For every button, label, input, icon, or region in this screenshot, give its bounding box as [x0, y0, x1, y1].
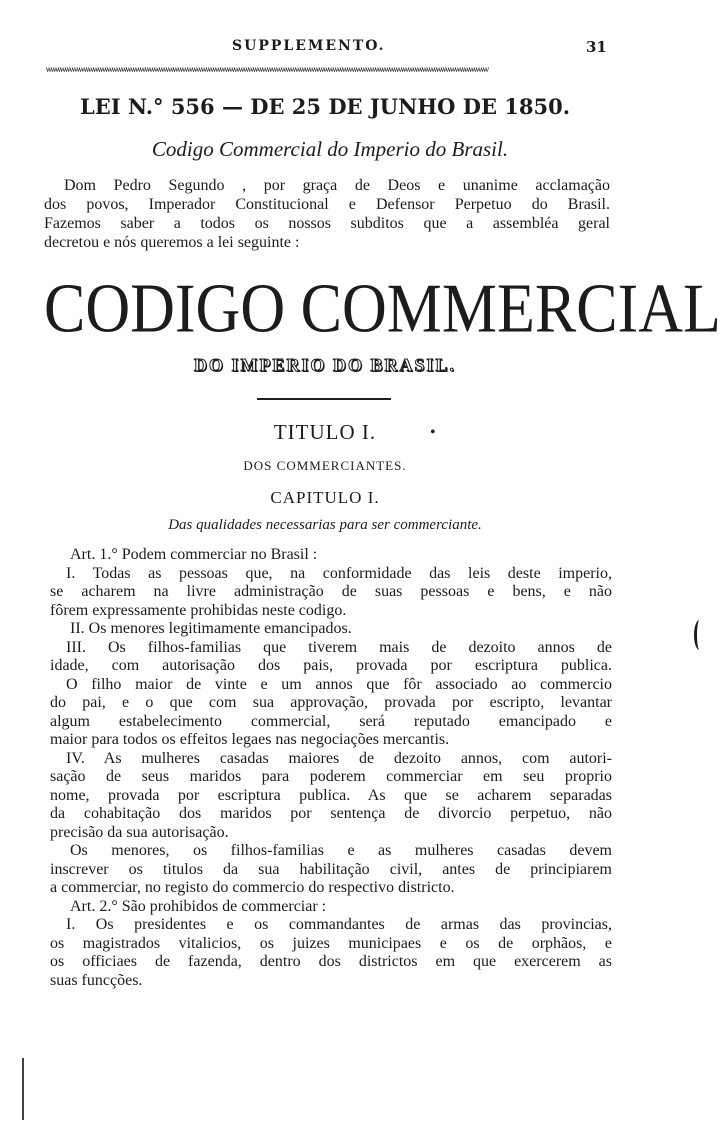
text-line: Art. 1.° Podem commerciar no Brasil :	[70, 546, 318, 563]
text-line: se acharem na livre administração de suas pessoas e bens, e não	[50, 583, 612, 600]
text-line: precisão da sua autorisação.	[50, 823, 229, 841]
text-line: os officiaes de fazenda, dentro dos districtos em que exercerem as	[50, 953, 612, 970]
text-line: Os menores, os filhos-familias e as mulheres casadas devem	[70, 842, 612, 859]
text-line: inscrever os titulos da sua habilitação civil, antes de principiarem	[50, 860, 612, 878]
text-line: os magistrados vitalicios, os juizes municipaes e os de orphãos, e	[50, 934, 612, 952]
margin-bracket-mark	[694, 620, 705, 650]
law-title: LEI N.° 556 — DE 25 DE JUNHO DE 1850.	[79, 94, 571, 119]
code-title: CODIGO COMMERCIAL	[44, 271, 721, 348]
preamble-line: dos povos, Imperador Constitucional e Defensor Perpetuo do Brasil.	[44, 196, 610, 213]
text-line: O filho maior de vinte e um annos que fôr associado ao commercio	[66, 675, 612, 693]
text-line: fôrem expressamente prohibidas neste codigo.	[50, 601, 347, 619]
code-subtitle: DO IMPERIO DO BRASIL.	[193, 355, 457, 375]
section-title: SUPPLEMENTO.	[232, 38, 386, 54]
capitulo-heading: CAPITULO I.	[270, 488, 380, 507]
text-line: nome, provada por escriptura publica. As que se acharem separadas	[50, 786, 612, 804]
text-line: Art. 2.° São prohibidos de commerciar :	[70, 897, 327, 915]
titulo-subheading: DOS COMMERCIANTES.	[243, 458, 407, 473]
text-line: maior para todos os effeitos legaes nas negociações mercantis.	[50, 731, 450, 748]
stray-mark: •	[430, 424, 436, 441]
preamble-line: decretou e nós queremos a lei seguinte :	[44, 234, 300, 251]
text-line: a commerciar, no registo do commercio do respectivo districto.	[50, 879, 455, 896]
text-line: IV. As mulheres casadas maiores de dezoito annos, com autori-	[66, 749, 612, 767]
text-line: II. Os menores legitimamente emancipados.	[70, 620, 352, 637]
text-line: sação de seus maridos para poderem commerciar em seu proprio	[50, 768, 612, 785]
text-line: I. Todas as pessoas que, na conformidade das leis deste imperio,	[66, 564, 612, 582]
text-line: idade, com autorisação dos pais, provada por escriptura publica.	[50, 657, 612, 674]
text-line: do pai, e o que com sua approvação, provada por escripto, levantar	[50, 694, 612, 711]
capitulo-subheading: Das qualidades necessarias para ser commerciante.	[168, 517, 482, 533]
body-text	[50, 546, 612, 990]
titulo-heading: TITULO I.	[273, 420, 377, 444]
law-subtitle: Codigo Commercial do Imperio do Brasil.	[151, 137, 509, 161]
text-line: algum estabelecimento commercial, será reputado emancipado e	[50, 712, 612, 730]
section-divider	[257, 398, 391, 400]
running-header	[0, 38, 725, 58]
page-number: 31	[586, 38, 607, 56]
text-line: suas funcções.	[50, 971, 143, 989]
text-line: da cohabitação dos maridos por sentença de divorcio perpetuo, não	[50, 805, 612, 822]
ornamental-rule: ѡѡѡѡѡѡѡѡѡѡѡѡѡѡѡѡѡѡѡѡѡѡѡѡѡѡѡѡѡѡѡѡѡѡѡѡѡѡѡѡѡѡѡѡѡѡѡѡѡѡѡѡѡѡѡѡѡѡѡѡѡѡѡѡѡѡѡѡѡѡѡѡѡѡѡѡѡѡѡѡѡѡѡѡѡѡѡѡѡѡѡѡѡѡ	[46, 67, 488, 74]
preamble	[44, 176, 610, 252]
preamble-line: Fazemos saber a todos os nossos subditos que a assembléa geral	[44, 215, 610, 232]
text-line: I. Os presidentes e os commandantes de armas das provincias,	[66, 916, 612, 933]
preamble-line: Dom Pedro Segundo , por graça de Deos e unanime acclamação	[64, 177, 610, 194]
binding-edge-line	[22, 1058, 24, 1120]
text-line: III. Os filhos-familias que tiverem mais de dezoito annos de	[66, 638, 612, 656]
